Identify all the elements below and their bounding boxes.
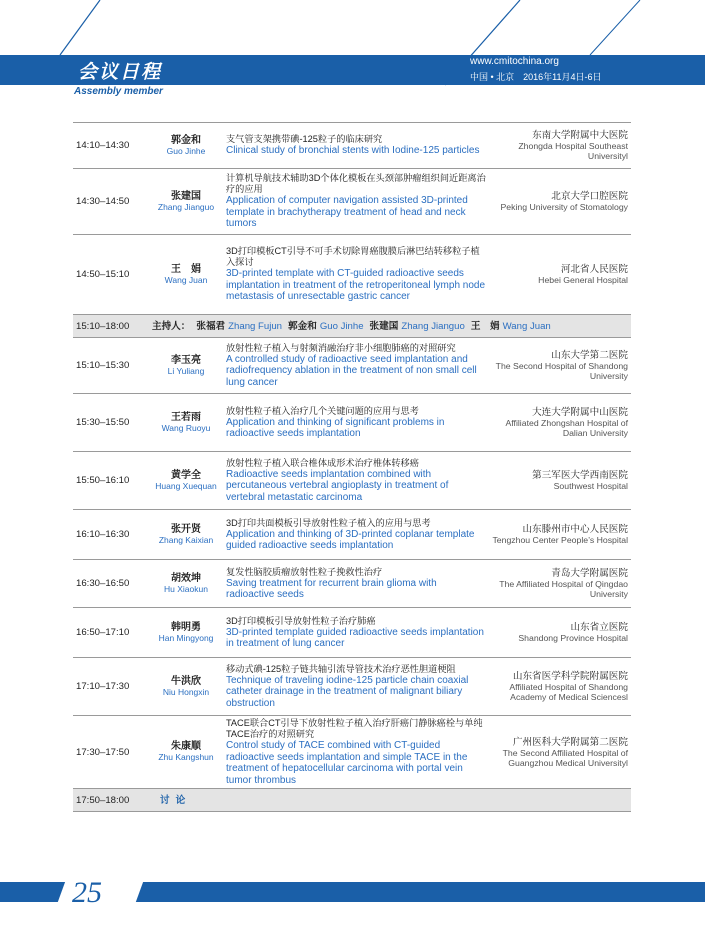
institution-cell — [489, 169, 631, 235]
institution-en: The Second Affiliated Hospital of Guangzhou Medical Universityl — [502, 747, 628, 768]
topic-cell — [223, 452, 489, 510]
talk-row — [73, 510, 631, 560]
discussion-cell — [149, 789, 631, 812]
speaker-cell — [149, 658, 223, 716]
institution-cn: 北京大学口腔医院 — [551, 191, 628, 202]
talk-time: 14:10–14:30 — [73, 123, 149, 169]
speaker-name-cn: 王若雨 — [171, 411, 201, 423]
speaker-cell — [149, 608, 223, 658]
topic-title-en: Clinical study of bronchial stents with Iodine-125 particles — [226, 145, 480, 157]
institution-en: Southwest Hospital — [553, 481, 628, 491]
speaker-cell — [149, 394, 223, 452]
topic-title-cn: 放射性粒子植入联合椎体成形术治疗椎体转移癌 — [226, 457, 419, 468]
topic-cell — [223, 235, 489, 315]
institution-en: The Affiliated Hospital of Qingdao University — [499, 579, 628, 599]
institution-cn: 山东省立医院 — [570, 622, 628, 633]
topic-cell — [223, 338, 489, 394]
speaker-name-cn: 王 娟 — [171, 263, 201, 275]
talk-row — [73, 338, 631, 394]
speaker-name-en: Zhang Kaixian — [158, 534, 214, 545]
speaker-name-cn: 胡效坤 — [171, 572, 201, 584]
speaker-name-en: Zhang Jianguo — [157, 201, 215, 212]
speaker-cell — [149, 452, 223, 510]
institution-en: The Second Hospital of Shandong University — [495, 361, 628, 381]
topic-title-cn: 计算机导航技术辅助3D个体化模板在头颈部肿瘤组织间近距离治疗的应用 — [226, 173, 486, 195]
speaker-name-cn: 张建国 — [171, 190, 201, 202]
institution-cn: 广州医科大学附属第二医院 — [512, 736, 628, 748]
talk-time: 17:30–17:50 — [73, 716, 149, 789]
institution-en: Tengzhou Center People’s Hospital — [492, 535, 628, 545]
topic-cell — [223, 658, 489, 716]
institution-cn: 河北省人民医院 — [560, 264, 628, 275]
speaker-name-cn: 郭金和 — [171, 134, 201, 146]
institution-cn: 山东省医学科学院附属医院 — [512, 671, 628, 682]
institution-cn: 大连大学附属中山医院 — [532, 407, 628, 418]
speaker-name-cn: 朱康顺 — [171, 741, 201, 752]
topic-title-cn: 放射性粒子植入与射频消融治疗非小细胞肺癌的对照研究 — [226, 342, 456, 353]
topic-title-en: Technique of traveling iodine-125 particle chain coaxial catheter drainage in the treatment of malignant biliary obstruction — [226, 674, 469, 709]
institution-cell — [489, 510, 631, 560]
institution-en: Peking University of Stomatology — [500, 202, 628, 212]
chair-row — [73, 315, 631, 338]
discussion-label: 讨论 — [160, 794, 192, 806]
talk-time: 14:30–14:50 — [73, 169, 149, 235]
topic-title-cn: 移动式碘-125粒子链共轴引流导管技术治疗恶性胆道梗阻 — [226, 663, 456, 674]
speaker-name-cn: 李玉亮 — [171, 354, 201, 366]
talk-row — [73, 169, 631, 235]
topic-title-cn: 复发性脑胶质瘤放射性粒子挽救性治疗 — [226, 566, 383, 577]
speaker-name-cn: 韩明勇 — [171, 621, 201, 633]
institution-cell — [489, 658, 631, 716]
chair-name-en: Wang Juan — [502, 320, 551, 332]
speaker-name-en: Han Mingyong — [158, 632, 214, 643]
topic-cell — [223, 169, 489, 235]
speaker-cell — [149, 235, 223, 315]
talk-row — [73, 235, 631, 315]
speaker-name-en: Hu Xiaokun — [164, 583, 208, 594]
institution-en: Shandong Province Hospital — [518, 633, 628, 643]
institution-cell — [489, 235, 631, 315]
speaker-name-en: Guo Jinhe — [166, 145, 206, 156]
speaker-cell — [149, 169, 223, 235]
topic-title-cn: 放射性粒子植入治疗几个关键问题的应用与思考 — [226, 405, 419, 416]
topic-cell — [223, 123, 489, 169]
topic-title-cn: 3D打印模板CT引导不可手术切除胃癌腹膜后淋巴结转移粒子植入探讨 — [226, 246, 480, 268]
topic-cell — [223, 560, 489, 608]
talk-time: 15:50–16:10 — [73, 452, 149, 510]
topic-title-en: Application and thinking of significant problems in radioactive seeds implantation — [226, 416, 445, 439]
talk-row — [73, 560, 631, 608]
institution-en: Affiliated Zhongshan Hospital of Dalian University — [505, 418, 628, 438]
speaker-cell — [149, 716, 223, 789]
talk-time: 16:30–16:50 — [73, 560, 149, 608]
chair-list — [149, 315, 631, 338]
topic-title-en: Saving treatment for recurrent brain glioma with radioactive seeds — [226, 577, 437, 600]
chair-name-cn: 张福君 — [196, 320, 226, 332]
talk-row — [73, 452, 631, 510]
institution-cell — [489, 394, 631, 452]
speaker-name-en: Zhu Kangshun — [158, 752, 214, 762]
institution-en: Affiliated Hospital of Shandong Academy of Medical Sciencesl — [509, 682, 628, 702]
topic-title-en: Radioactive seeds implantation combined with percutaneous vertebral angioplasty in treatment of vertebral metastatic carcinoma — [226, 468, 449, 503]
institution-cn: 东南大学附属中大医院 — [532, 130, 628, 141]
talk-row — [73, 123, 631, 169]
institution-cell — [489, 123, 631, 169]
speaker-cell — [149, 560, 223, 608]
topic-title-en: Control study of TACE combined with CT-guided radioactive seeds implantation and simple TACE in the treatment of hepatocellular carcinoma with portal vein tumor thrombus — [226, 740, 468, 786]
chair-name-en: Zhang Jianguo — [401, 320, 465, 332]
talk-time: 14:50–15:10 — [73, 235, 149, 315]
topic-cell — [223, 510, 489, 560]
speaker-name-cn: 黄学全 — [171, 469, 201, 481]
institution-cell — [489, 338, 631, 394]
speaker-cell — [149, 123, 223, 169]
topic-title-en: Application and thinking of 3D-printed coplanar template guided radioactive seeds implantation — [226, 528, 475, 551]
topic-title-en: 3D-printed template guided radioactive seeds implantation in treatment of lung cancer — [226, 626, 484, 649]
institution-cn: 青岛大学附属医院 — [551, 568, 628, 579]
chair-name-en: Zhang Fujun — [228, 320, 283, 332]
event-date: 中国 • 北京 2016年11月4日-6日 — [470, 72, 602, 82]
page-number: 25 — [72, 876, 102, 909]
speaker-name-en: Wang Juan — [164, 274, 208, 285]
institution-en: Hebei General Hospital — [538, 275, 628, 285]
talk-row — [73, 394, 631, 452]
chair-name-cn: 郭金和 — [288, 320, 317, 332]
talk-time: 17:10–17:30 — [73, 658, 149, 716]
chair-label: 主持人： — [152, 320, 191, 332]
institution-cell — [489, 560, 631, 608]
speaker-cell — [149, 510, 223, 560]
chair-name-cn: 张建国 — [369, 320, 399, 332]
talk-time: 15:10–15:30 — [73, 338, 149, 394]
institution-en: Zhongda Hospital Southeast Universityl — [518, 141, 628, 161]
topic-title-en: 3D-printed template with CT-guided radioactive seeds implantation in treatment of the retroperitoneal lymph node metastasis of unresectable gastric cancer — [226, 268, 486, 303]
discussion-time: 17:50–18:00 — [73, 789, 149, 812]
speaker-name-en: Huang Xuequan — [155, 480, 217, 491]
speaker-name-cn: 张开贤 — [171, 523, 201, 535]
page-title: 会议日程 — [78, 62, 163, 83]
talk-time: 16:10–16:30 — [73, 510, 149, 560]
institution-cn: 第三军医大学西南医院 — [532, 470, 628, 481]
topic-title-cn: 3D打印模板引导放射性粒子治疗肺癌 — [226, 615, 376, 626]
topic-cell — [223, 608, 489, 658]
speaker-name-cn: 牛洪欣 — [171, 675, 201, 687]
chair-name-en: Guo Jinhe — [319, 320, 364, 332]
institution-cell — [489, 716, 631, 789]
schedule-table — [73, 122, 631, 812]
institution-cell — [489, 608, 631, 658]
institution-cell — [489, 452, 631, 510]
chair-time: 15:10–18:00 — [73, 315, 149, 338]
topic-cell — [223, 394, 489, 452]
chair-name-cn: 王 娟 — [470, 320, 500, 332]
talk-time: 16:50–17:10 — [73, 608, 149, 658]
institution-cn: 山东滕州市中心人民医院 — [522, 524, 628, 535]
speaker-name-en: Niu Hongxin — [162, 686, 210, 697]
talk-row — [73, 716, 631, 789]
topic-title-cn: 3D打印共面模板引导放射性粒子植入的应用与思考 — [226, 517, 431, 528]
institution-cn: 山东大学第二医院 — [551, 350, 628, 361]
talk-time: 15:30–15:50 — [73, 394, 149, 452]
topic-title-en: Application of computer navigation assisted 3D-printed template in brachytherapy treatment of head and neck tumors — [226, 195, 468, 230]
discussion-row — [73, 789, 631, 812]
speaker-name-en: Li Yuliang — [167, 365, 205, 376]
topic-title-en: A controlled study of radioactive seed implantation and radiofrequency ablation in the treatment of non small cell lung cancer — [226, 353, 477, 388]
website-url[interactable]: www.cmitochina.org — [470, 56, 559, 67]
talk-row — [73, 658, 631, 716]
page-subtitle: Assembly member — [74, 86, 163, 97]
talk-row — [73, 608, 631, 658]
topic-title-cn: TACE联合CT引导下放射性粒子植入治疗肝癌门静脉癌栓与单纯TACE治疗的对照研究 — [226, 718, 483, 739]
speaker-cell — [149, 338, 223, 394]
topic-cell — [223, 716, 489, 789]
topic-title-cn: 支气管支架携带碘-125粒子的临床研究 — [226, 134, 383, 145]
speaker-name-en: Wang Ruoyu — [161, 422, 211, 433]
